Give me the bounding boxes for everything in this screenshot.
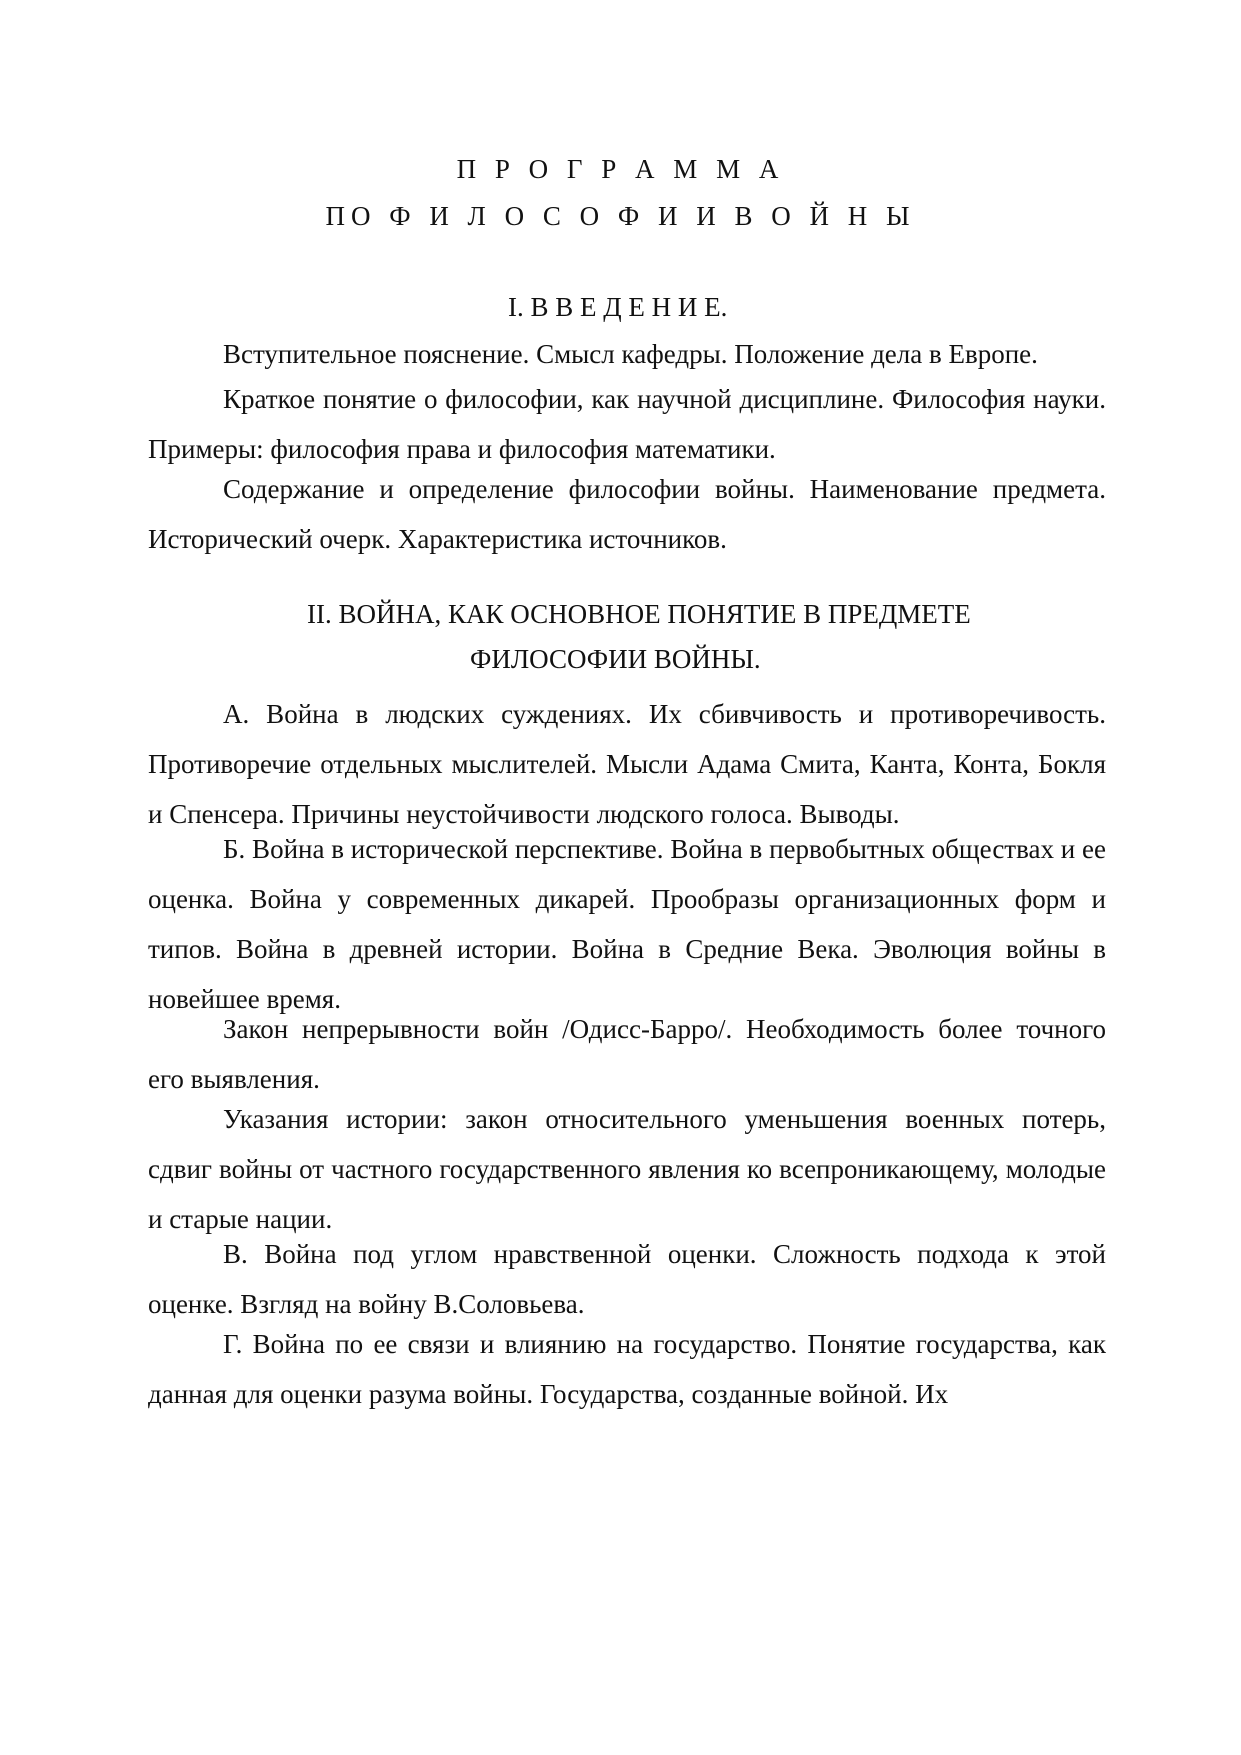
paragraph: А. Война в людских суждениях. Их сбивчивость и противоречивость. Противоречие отдельных мыслителей. Мысли Адама Смита, Канта, Конта, Бокля и Спенсера. Причины неустойчивости людского голоса. Выводы. <box>148 699 1106 829</box>
paragraph: Содержание и определение философии войны. Наименование предмета. Исторический очерк. Характеристика источников. <box>148 474 1106 554</box>
paragraph: Краткое понятие о философии, как научной дисциплине. Философия науки. Примеры: философия права и философия математики. <box>148 384 1106 464</box>
paragraph: В. Война под углом нравственной оценки. Сложность подхода к этой оценке. Взгляд на войну В.Соловьева. <box>148 1239 1106 1319</box>
section-2-heading: II. ВОЙНА, КАК ОСНОВНОЕ ПОНЯТИЕ В ПРЕДМЕТЕ <box>307 599 971 629</box>
section-1-heading: I. В В Е Д Е Н И Е. <box>508 292 728 322</box>
paragraph: Указания истории: закон относительного уменьшения военных потерь, сдвиг войны от частного государственного явления ко всепроникающему, молодые и старые нации. <box>148 1104 1106 1234</box>
section-2-heading-continued: ФИЛОСОФИИ ВОЙНЫ. <box>470 644 761 674</box>
paragraph: Вступительное пояснение. Смысл кафедры. Положение дела в Европе. <box>223 339 1038 369</box>
paragraph: Г. Война по ее связи и влиянию на государство. Понятие государства, как данная для оценки разума войны. Государства, созданные войной. Их <box>148 1329 1106 1409</box>
document-subtitle: ПО Ф И Л О С О Ф И И В О Й Н Ы <box>325 201 916 231</box>
paragraph: Закон непрерывности войн /Одисс-Барро/. Необходимость более точного его выявления. <box>148 1014 1106 1094</box>
document-title: П Р О Г Р А М М А <box>456 154 785 184</box>
paragraph: Б. Война в исторической перспективе. Война в первобытных обществах и ее оценка. Война у современных дикарей. Прообразы организационных форм и типов. Война в древней истории. Война в Средние Века. Эволюция войны в новейшее время. <box>148 834 1106 1014</box>
